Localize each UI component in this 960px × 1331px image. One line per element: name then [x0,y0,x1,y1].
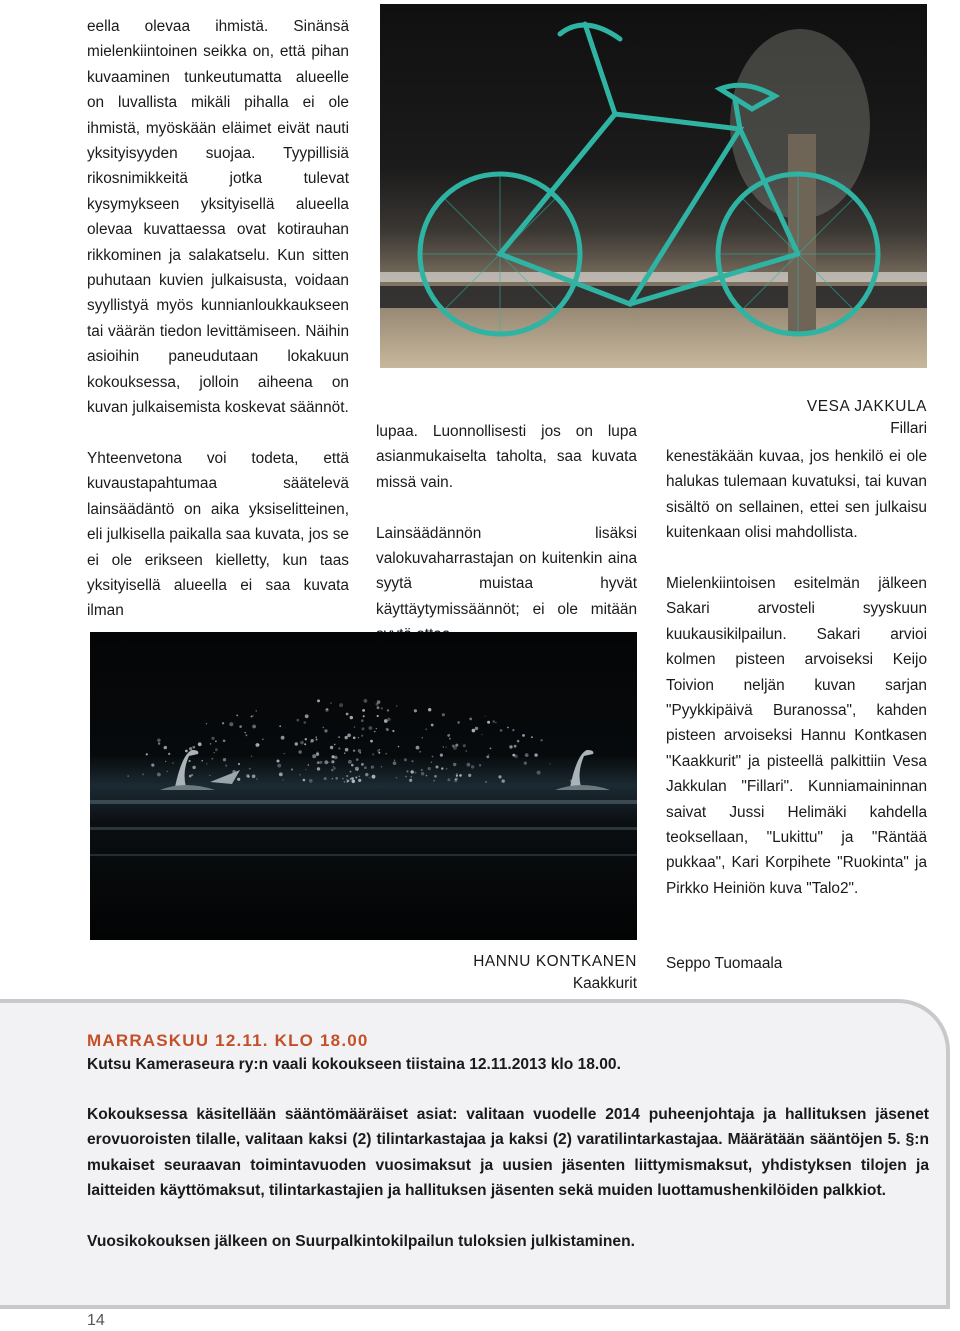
caption-author: HANNU KONTKANEN [473,953,637,970]
caption-title: Fillari [890,420,927,437]
photo-kaakkurit [90,632,637,940]
paragraph: eella olevaa ihmistä. Sinänsä mielenkiintoinen seikka on, että pihan kuvaaminen tunkeutumatta alueelle on luvallista mikäli pihalla ei ole ihmistä, myöskään eläimet eivät nauti yksityisyyden suojaa. Tyypillisiä rikosnimikkeitä jotka tulevat kysymykseen yksityisellä alueella olevaa kuvattaessa ovat kotirauhan rikkominen ja salakatselu. Kun sitten puhutaan kuvien julkaisusta, voidaan syyllistyä myös kunnianloukkaukseen tai väärän tiedon levittämiseen. Näihin asioihin paneudutaan lokakuun kokouksessa, jolloin aiheena on kuvan julkaisemista koskevat säännöt. [87,18,349,417]
birds-image [90,632,637,940]
caption-author: VESA JAKKULA [806,398,927,415]
author-signature: Seppo Tuomaala [666,955,783,972]
text-column-middle [376,419,637,648]
text-column-left [87,14,349,624]
paragraph: kenestäkään kuvaa, jos henkilö ei ole halukas tulemaan kuvatuksi, tai kuvan sisältö on sellainen, ettei sen julkaisu kuitenkaan olisi mahdollista. [666,448,927,542]
meeting-notice [87,1030,929,1254]
photo-fillari [380,4,927,368]
text-column-right [666,444,927,901]
paragraph: Yhteenvetona voi todeta, että kuvaustapahtumaa säätelevä lainsäädäntö on aika yksiselitteinen, eli julkisella paikalla saa kuvata, jos se ei ole erikseen kielletty, kun taas yksityisellä alueella ei saa kuvata ilman [87,449,349,620]
photo-caption-fillari [700,396,927,440]
photo-caption-kaakkurit [410,951,637,995]
notice-invitation: Kutsu Kameraseura ry:n vaali kokoukseen tiistaina 12.11.2013 klo 18.00. [87,1056,621,1073]
caption-title: Kaakkurit [572,975,637,992]
paragraph: lupaa. Luonnollisesti jos on lupa asianmukaiselta taholta, saa kuvata missä vain. [376,423,637,491]
paragraph: Mielenkiintoisen esitelmän jälkeen Sakari arvosteli syyskuun kuukausikilpailun. Sakari arvioi kolmen pisteen arvoiseksi Keijo Toivion neljän kuvan sarjan "Pyykkipäivä Buranossa", kahden pisteen arvoiseksi Hannu Kontkasen "Kaakkurit" ja pisteellä palkittiin Vesa Jakkulan "Fillari". Kunniamaininnan saivat Jussi Helimäki kahdella teoksellaan, "Lukittu" ja "Räntää pukkaa", Kari Korpihete "Ruokinta" ja Pirkko Heiniön kuva "Talo2". [666,575,927,897]
notice-date-heading: MARRASKUU 12.11. KLO 18.00 [87,1031,369,1050]
notice-agenda: Kokouksessa käsitellään sääntömääräiset asiat: valitaan vuodelle 2014 puheenjohtaja ja hallituksen jäsenet erovuoroisten tilalle, valitaan kaksi (2) tilintarkastajaa ja kaksi (2) varatilintarkastajaa. Määrätään sääntöjen 5. §:n mukaiset seuraavan toimintavuoden vuosimaksut ja uusien jäsenten liittymismaksut, yhdistyksen tilojen ja laitteiden käyttömaksut, tilintarkastajien ja hallituksen jäsenten sekä muiden luottamushenkilöiden palkkiot. [87,1106,929,1200]
bicycle-image [380,4,927,368]
notice-after-meeting: Vuosikokouksen jälkeen on Suurpalkintokilpailun tuloksien julkistaminen. [87,1232,635,1250]
paragraph: Lainsäädännön lisäksi valokuvaharrastajan on kuitenkin aina syytä muistaa hyvät käyttäytymissäännöt; ei ole mitään [376,524,637,618]
page-number: 14 [87,1312,105,1329]
